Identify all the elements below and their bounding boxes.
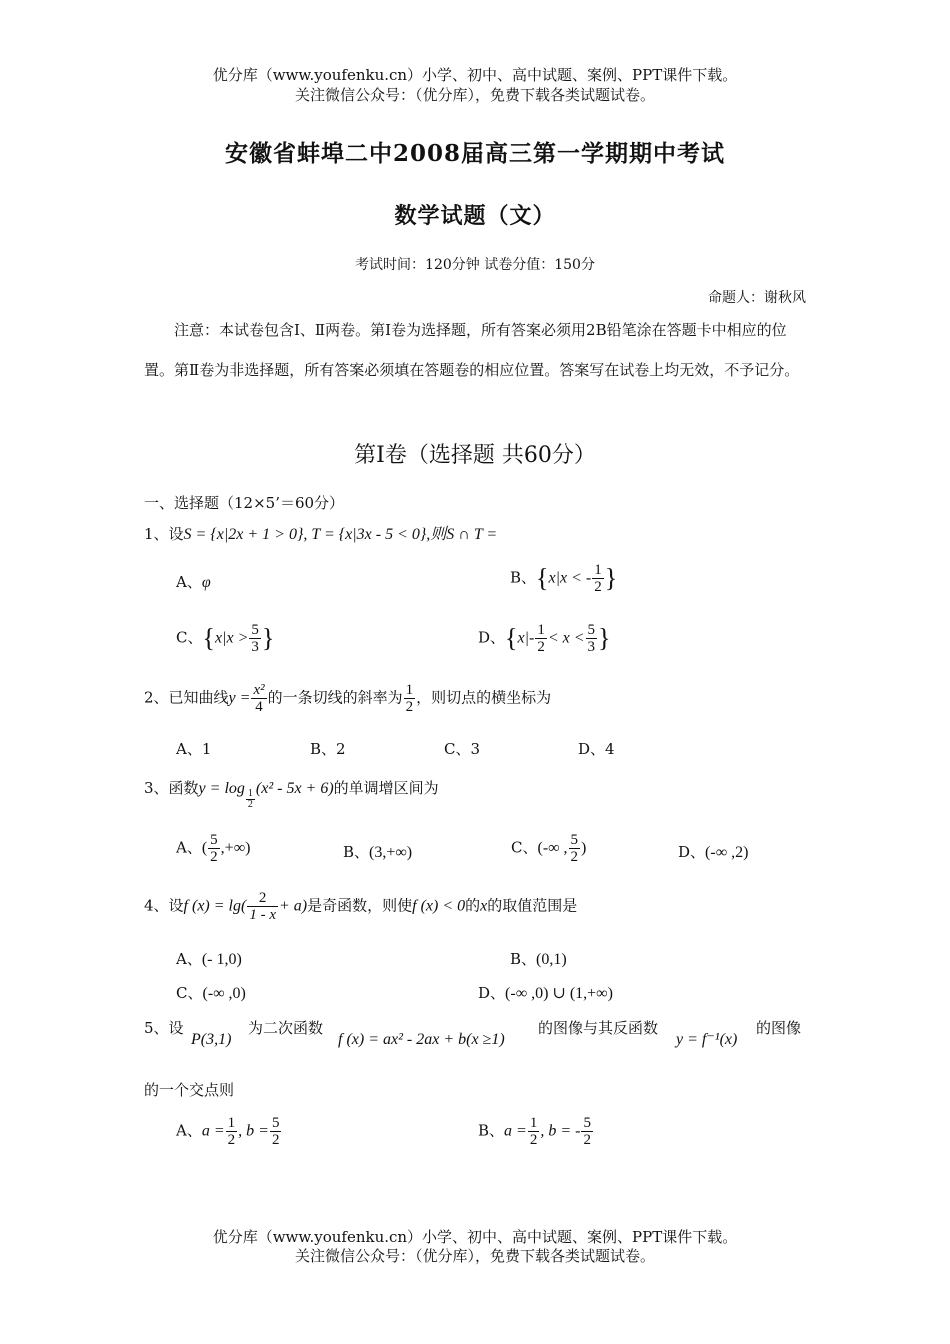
question-1-stem	[144, 524, 497, 545]
q1-option-c: C、{x|x > $\frac{5}{3}$ }	[176, 622, 275, 655]
q3-d-value: (-∞ ,2)	[705, 844, 749, 861]
q3-b-label: B、	[343, 843, 370, 861]
q4-c-label: C、	[176, 984, 203, 1002]
q5-inverse: y = f⁻¹(x)	[676, 1031, 738, 1048]
question-3-stem	[144, 778, 439, 810]
q4-option-a	[176, 949, 242, 970]
q3-option-a: A、( $\frac{5}{2}$ ,+∞)	[176, 832, 251, 865]
q3-tail: 的单调增区间为	[333, 779, 439, 797]
q5-function: f (x) = ax² - 2ax + b(x ≥1)	[338, 1031, 505, 1048]
q2-slope-fraction: $\frac{1}{2}$	[405, 682, 414, 715]
q2-option-a: A、1	[176, 740, 212, 758]
q1-d-expr: x|-	[517, 629, 535, 647]
q1-sets: S = {x|2x + 1 > 0}, T = {x|3x - 5 < 0}	[183, 526, 427, 543]
q1-b-fraction: $\frac{1}{2}$	[594, 562, 602, 595]
q4-fraction: $\frac{2}{1 - x}$	[249, 890, 276, 923]
q5-mid1: 为二次函数	[248, 1019, 324, 1037]
q5-line2: 的一个交点则	[144, 1081, 235, 1099]
q3-d-label: D、	[678, 843, 706, 861]
q4-d-label: D、	[478, 984, 506, 1002]
q5-b-fraction-2: $\frac{5}{2}$	[583, 1115, 591, 1148]
part-heading: 一、选择题（12×5’＝60分）	[144, 494, 345, 512]
q1-a-label: A、	[176, 573, 202, 591]
q2-tail: ，则切点的横坐标为	[416, 688, 552, 707]
exam-time-info: 考试时间：120分钟 试卷分值：150分	[355, 257, 595, 273]
q5-b-label: B、	[478, 1121, 505, 1140]
q2-option-d: D、4	[578, 740, 615, 758]
q1-a-value: φ	[201, 574, 211, 591]
q4-tail: 的取值范围是	[487, 896, 578, 915]
q1-d-fraction-1: $\frac{1}{2}$	[537, 622, 545, 655]
q4-b-label: B、	[510, 950, 537, 968]
question-4-stem	[144, 890, 577, 923]
q2-mid: 的一条切线的斜率为	[267, 688, 403, 707]
q3-option-b	[343, 842, 412, 863]
q5-mid2: 的图像与其反函数	[538, 1019, 659, 1037]
q3-argument: (x² - 5x + 6)	[255, 780, 334, 797]
q5-number: 5、设	[144, 1019, 184, 1037]
q1-c-label: C、	[176, 628, 203, 647]
q3-b-value: (3,+∞)	[369, 844, 413, 861]
q3-a-fraction: $\frac{5}{2}$	[210, 832, 218, 865]
q4-a-value: (- 1,0)	[201, 951, 242, 968]
q1-c-fraction: $\frac{5}{3}$	[251, 622, 259, 655]
q3-option-c: C、(-∞ , $\frac{5}{2}$ )	[511, 832, 587, 865]
section-title: 第Ⅰ卷（选择题 共60分）	[354, 443, 596, 468]
header-line-2: 关注微信公众号：（优分库），免费下载各类试题试卷。	[294, 86, 655, 104]
q3-c-fraction: $\frac{5}{2}$	[570, 832, 579, 865]
q4-function-tail: + a)	[278, 897, 308, 915]
q4-b-value: (0,1)	[536, 951, 567, 968]
footer-line-1: 优分库（www.youfenku.cn）小学、初中、高中试题、案例、PPT课件下载。	[212, 1228, 738, 1246]
q2-y: y =	[228, 689, 251, 707]
q4-condition: f (x) < 0	[412, 897, 466, 915]
q1-b-expr: x|x < -	[548, 569, 592, 587]
q5-b-fraction-1: $\frac{1}{2}$	[529, 1115, 538, 1148]
header-line-1: 优分库（www.youfenku.cn）小学、初中、高中试题、案例、PPT课件下载。	[212, 66, 738, 84]
q5-mid3: 的图像	[756, 1019, 802, 1037]
question-2-stem	[144, 682, 551, 715]
q4-function: f (x) = lg(	[183, 897, 247, 915]
q2-option-c: C、3	[444, 740, 481, 758]
q1-option-d: D、{x|- $\frac{1}{2}$ < x < $\frac{5}{3}$ }	[478, 622, 611, 655]
q1-d-label: D、	[478, 628, 506, 647]
q1-d-fraction-2: $\frac{5}{3}$	[587, 622, 596, 655]
q1-c-expr: x|x >	[214, 629, 249, 647]
q3-number: 3、函数	[144, 779, 199, 797]
q2-option-b: B、2	[310, 740, 346, 758]
exam-author: 命题人：谢秋风	[708, 290, 806, 306]
q4-option-c	[176, 983, 246, 1004]
q1-number: 1、设	[144, 525, 184, 543]
footer-line-2: 关注微信公众号：（优分库），免费下载各类试题试卷。	[294, 1247, 655, 1265]
q3-log: y = log	[198, 780, 245, 797]
q4-mid2: 的	[465, 896, 481, 915]
exam-notice: 注意：本试卷包含Ⅰ、Ⅱ两卷。第Ⅰ卷为选择题，所有答案必须用2B铅笔涂在答题卡中相应的位置。第Ⅱ卷为非选择题，所有答案必须填在答题卷的相应位置。答案写在试卷上均无效，不予记分。	[144, 321, 800, 379]
q1-option-a	[176, 572, 211, 593]
exam-subtitle: 数学试题（文）	[394, 203, 556, 229]
q4-variable: x	[480, 897, 488, 915]
q1-b-label: B、	[510, 568, 537, 587]
q4-a-label: A、	[176, 950, 202, 968]
q5-point: P(3,1)	[191, 1031, 232, 1048]
exam-title: 安徽省蚌埠二中2008届高三第一学期期中考试	[224, 140, 725, 167]
q3-option-d	[678, 842, 748, 863]
q4-c-value: (-∞ ,0)	[202, 985, 246, 1002]
q5-a-label: A、	[176, 1121, 202, 1140]
q4-number: 4、设	[144, 896, 184, 915]
q2-curve-fraction: $\frac{\text{x²}}{4}$	[253, 682, 265, 715]
q1-d-mid: < x <	[547, 629, 585, 647]
q3-log-base: $\frac{1}{2}$	[247, 788, 253, 810]
q1-ask: ,则S ∩ T =	[426, 526, 498, 543]
q3-a-label: A、	[176, 838, 202, 857]
q5-a-fraction-1: $\frac{1}{2}$	[227, 1115, 236, 1148]
q3-c-label: C、	[511, 838, 538, 857]
q5-a-fraction-2: $\frac{5}{2}$	[271, 1115, 280, 1148]
q4-mid: 是奇函数，则使	[307, 896, 413, 915]
q2-number: 2、已知曲线	[144, 688, 229, 707]
q5-option-a: A、a = $\frac{1}{2}$ , b = $\frac{5}{2}$	[176, 1115, 280, 1148]
q4-option-b	[510, 949, 567, 970]
q4-option-d	[478, 983, 613, 1004]
q1-option-b: B、{x|x < - $\frac{1}{2}$ }	[510, 562, 618, 595]
q5-option-b: B、a = $\frac{1}{2}$ , b = - $\frac{5}{2}$	[478, 1115, 591, 1148]
q4-d-value: (-∞ ,0) ∪ (1,+∞)	[505, 985, 613, 1002]
